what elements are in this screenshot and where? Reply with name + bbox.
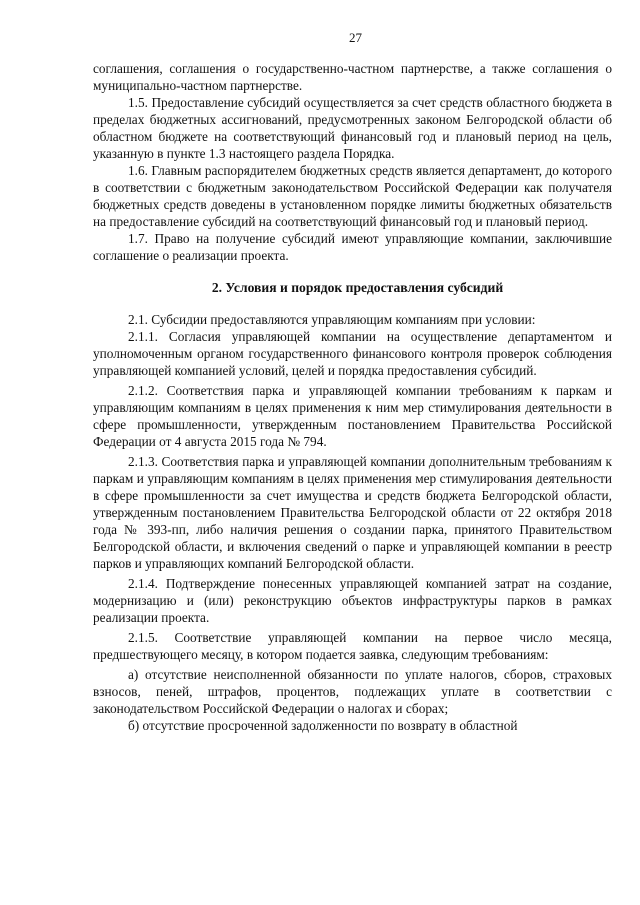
paragraph-continuation: соглашения, соглашения о государственно-частном партнерстве, а также соглашения о муниципально-частном партнерстве.	[93, 61, 612, 93]
paragraph-2-1-3: 2.1.3. Соответствия парка и управляющей компании дополнительным требованиям к паркам и управляющим компаниям в целях применения мер стимулирования деятельности в сфере промышленности за счет имущества и средств бюджета Белгородской области, утвержденным постановлением Правительства Белгородской области от 22 октября 2018 года № 393-пп, либо наличия решения о создании парка, принятого Правительством Белгородской области, и включения сведений о парке и управляющей компании в реестр парков и управляющих компаний Белгородской области.	[93, 454, 612, 571]
paragraph-2-1-2: 2.1.2. Соответствия парка и управляющей компании требованиям к паркам и управляющим компаниям в целях применения к ним мер стимулирования деятельности в сфере промышленности, утвержденным постановлением Правительства Российской Федерации от 4 августа 2015 года № 794.	[93, 383, 612, 449]
paragraph-2-1-4: 2.1.4. Подтверждение понесенных управляющей компанией затрат на создание, модернизацию и (или) реконструкцию объектов инфраструктуры парков в рамках реализации проекта.	[93, 576, 612, 625]
paragraph-1-6: 1.6. Главным распорядителем бюджетных средств является департамент, до которого в соответствии с бюджетным законодательством Российской Федерации как получателя бюджетных средств доведены в установленном порядке лимиты бюджетных обязательств на предоставление субсидий на соответствующий финансовый год и плановый период.	[93, 163, 612, 229]
paragraph-1-7: 1.7. Право на получение субсидий имеют управляющие компании, заключившие соглашение о реализации проекта.	[93, 231, 612, 263]
paragraph-2-1-5: 2.1.5. Соответствие управляющей компании на первое число месяца, предшествующего месяцу, в котором подается заявка, следующим требованиям:	[93, 630, 612, 662]
page-number: 27	[349, 30, 362, 45]
paragraph-1-5: 1.5. Предоставление субсидий осуществляется за счет средств областного бюджета в пределах бюджетных ассигнований, предусмотренных законом Белгородской области об областном бюджете на соответствующий финансовый год и плановый период на цель, указанную в пункте 1.3 настоящего раздела Порядка.	[93, 95, 612, 161]
list-item-a: а) отсутствие неисполненной обязанности по уплате налогов, сборов, страховых взносов, пеней, штрафов, процентов, подлежащих уплате в соответствии с законодательством Российской Федерации о налогах и сборах;	[93, 667, 612, 716]
paragraph-2-1: 2.1. Субсидии предоставляются управляющим компаниям при условии:	[128, 312, 536, 327]
list-item-b: б) отсутствие просроченной задолженности по возврату в областной	[128, 718, 518, 733]
paragraph-2-1-1: 2.1.1. Согласия управляющей компании на осуществление департаментом и уполномоченным органом государственного финансового контроля проверок соблюдения управляющей компанией условий, целей и порядка предоставления субсидий.	[93, 329, 612, 378]
section-heading: 2. Условия и порядок предоставления субсидий	[211, 280, 504, 295]
